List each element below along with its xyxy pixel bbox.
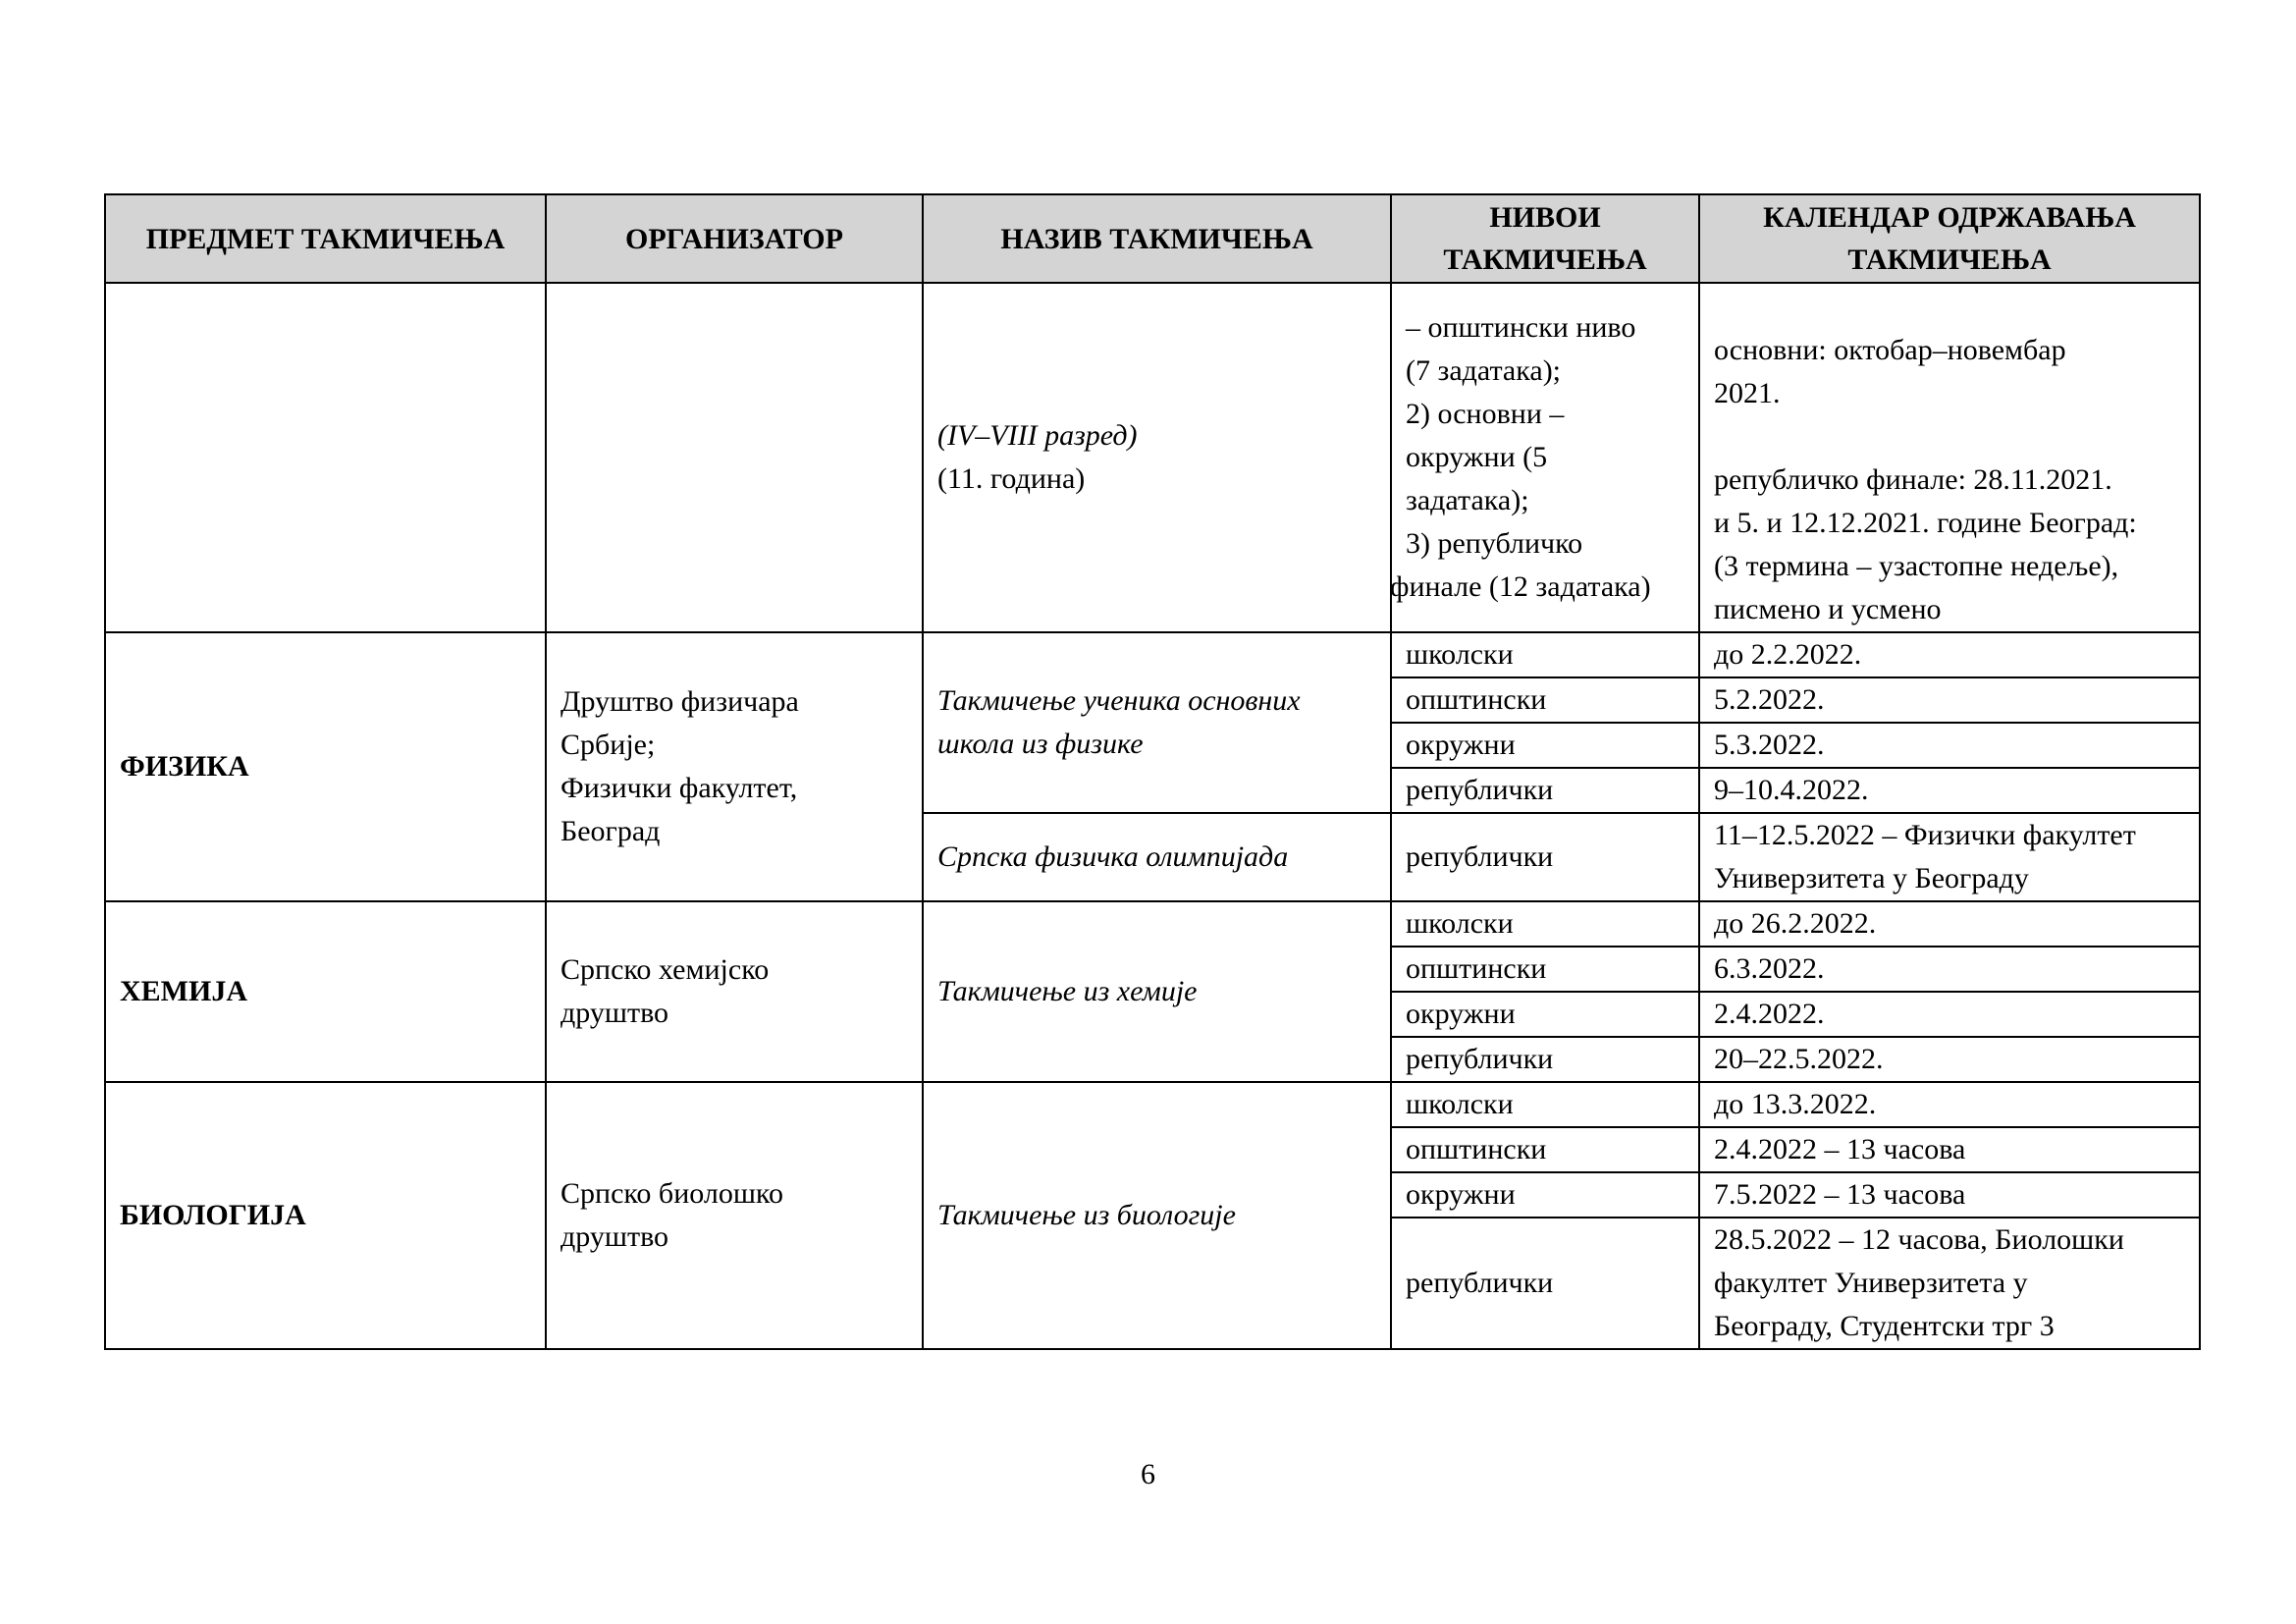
- date-cell: [1699, 813, 2200, 901]
- date-cell: до 13.3.2022.: [1699, 1082, 2200, 1127]
- date-cell: 9–10.4.2022.: [1699, 768, 2200, 813]
- date-cell: до 26.2.2022.: [1699, 901, 2200, 947]
- level-cell: републички: [1391, 1218, 1699, 1349]
- olympiad-date-line2: Универзитета у Београду: [1714, 862, 2029, 894]
- header-levels-line1: НИВОИ: [1489, 201, 1601, 234]
- biology-organizer-line: друштво: [561, 1220, 669, 1253]
- header-calendar-line1: КАЛЕНДАР ОДРЖАВАЊА: [1763, 201, 2136, 234]
- continued-calendar-line2: 2021.: [1714, 377, 1781, 409]
- table-row-chemistry: [105, 901, 2200, 947]
- continued-name-line2: (11. година): [937, 462, 1086, 495]
- continued-name-cell: [923, 283, 1391, 632]
- physics-organizer: [546, 632, 923, 901]
- continued-level-line: 2) основни –: [1406, 398, 1565, 430]
- physics-organizer-line: Физички факултет,: [561, 772, 798, 804]
- chemistry-organizer-line: Српско хемијско: [561, 953, 770, 986]
- level-cell: школски: [1391, 901, 1699, 947]
- date-cell: до 2.2.2022.: [1699, 632, 2200, 677]
- chemistry-organizer: [546, 901, 923, 1082]
- level-cell: школски: [1391, 632, 1699, 677]
- date-cell: 6.3.2022.: [1699, 947, 2200, 992]
- continued-calendar-line4: и 5. и 12.12.2021. године Београд:: [1714, 507, 2137, 539]
- competitions-table: [104, 193, 2201, 1350]
- level-cell: општински: [1391, 1127, 1699, 1172]
- physics-competition-name: [923, 632, 1391, 813]
- continued-subject-cell: [105, 283, 546, 632]
- level-cell: окружни: [1391, 992, 1699, 1037]
- continued-level-line: 3) републичко: [1406, 527, 1583, 560]
- continued-calendar-line1: основни: октобар–новембар: [1714, 334, 2066, 366]
- physics-organizer-line: Београд: [561, 815, 661, 847]
- level-cell: окружни: [1391, 723, 1699, 768]
- chemistry-competition-name: Такмичење из хемије: [923, 901, 1391, 1082]
- physics-organizer-line: Србије;: [561, 729, 656, 761]
- level-cell: републички: [1391, 1037, 1699, 1082]
- header-subject: ПРЕДМЕТ ТАКМИЧЕЊА: [105, 194, 546, 283]
- header-organizer: ОРГАНИЗАТОР: [546, 194, 923, 283]
- biology-final-date-line: Београду, Студентски трг 3: [1714, 1310, 2055, 1342]
- date-cell: 20–22.5.2022.: [1699, 1037, 2200, 1082]
- physics-competition-line: школа из физике: [937, 728, 1144, 760]
- olympiad-name: Српска физичка олимпијада: [923, 813, 1391, 901]
- level-cell: републички: [1391, 813, 1699, 901]
- biology-final-date-line: 28.5.2022 – 12 часова, Биолошки: [1714, 1223, 2124, 1256]
- biology-subject: БИОЛОГИЈА: [105, 1082, 546, 1349]
- physics-subject: ФИЗИКА: [105, 632, 546, 901]
- date-cell: 2.4.2022 – 13 часова: [1699, 1127, 2200, 1172]
- date-cell: 7.5.2022 – 13 часова: [1699, 1172, 2200, 1218]
- continued-calendar-line5: (3 термина – узастопне недеље),: [1714, 550, 2119, 582]
- physics-competition-line: Такмичење ученика основних: [937, 684, 1301, 717]
- physics-organizer-line: Друштво физичара: [561, 685, 799, 718]
- continued-name-line1: (IV–VIII разред): [937, 419, 1138, 452]
- continued-level-line: окружни (5: [1406, 441, 1548, 473]
- continued-organizer-cell: [546, 283, 923, 632]
- level-cell: општински: [1391, 947, 1699, 992]
- header-calendar: [1699, 194, 2200, 283]
- date-cell: 2.4.2022.: [1699, 992, 2200, 1037]
- spacer: [1714, 415, 2185, 459]
- continued-calendar-cell: [1699, 283, 2200, 632]
- level-cell: школски: [1391, 1082, 1699, 1127]
- table-row-physics: [105, 632, 2200, 677]
- date-cell: 5.2.2022.: [1699, 677, 2200, 723]
- biology-organizer: [546, 1082, 923, 1349]
- continued-level-line: финале (12 задатака): [1390, 570, 1651, 603]
- chemistry-organizer-line: друштво: [561, 997, 669, 1029]
- page-number: 6: [1141, 1458, 1155, 1490]
- header-calendar-line2: ТАКМИЧЕЊА: [1847, 244, 2052, 276]
- header-levels-line2: ТАКМИЧЕЊА: [1443, 244, 1647, 276]
- biology-final-date-line: факултет Универзитета у: [1714, 1267, 2028, 1299]
- continued-level-line: (7 задатака);: [1406, 354, 1562, 387]
- level-cell: републички: [1391, 768, 1699, 813]
- continued-calendar-line6: писмено и усмено: [1714, 593, 1942, 625]
- date-cell: [1699, 1218, 2200, 1349]
- table-header-row: [105, 194, 2200, 283]
- continued-level-line: – општински ниво: [1406, 311, 1636, 344]
- olympiad-date-line1: 11–12.5.2022 – Физички факултет: [1714, 819, 2136, 851]
- chemistry-subject: ХЕМИЈА: [105, 901, 546, 1082]
- level-cell: окружни: [1391, 1172, 1699, 1218]
- level-cell: општински: [1391, 677, 1699, 723]
- table-row-biology: [105, 1082, 2200, 1127]
- header-levels: [1391, 194, 1699, 283]
- biology-organizer-line: Српско биолошко: [561, 1177, 783, 1210]
- table-row-continued: [105, 283, 2200, 632]
- biology-competition-name: Такмичење из биологије: [923, 1082, 1391, 1349]
- continued-levels-cell: [1391, 283, 1699, 632]
- continued-calendar-line3: републичко финале: 28.11.2021.: [1714, 463, 2112, 496]
- date-cell: 5.3.2022.: [1699, 723, 2200, 768]
- continued-level-line: задатака);: [1406, 484, 1529, 516]
- header-competition-name: НАЗИВ ТАКМИЧЕЊА: [923, 194, 1391, 283]
